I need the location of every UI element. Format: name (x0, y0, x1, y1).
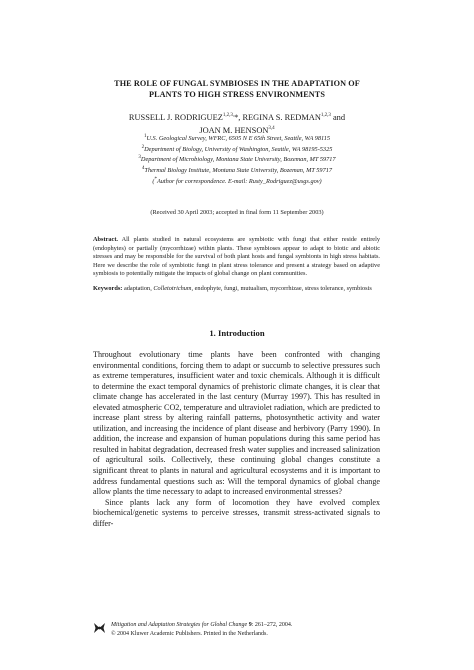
author-and: and (330, 112, 346, 122)
journal-pages: : 261–272, 2004. (251, 622, 293, 628)
affiliation-list (0, 133, 474, 186)
author-name: JOAN M. HENSON (199, 125, 269, 135)
keyword-italic: Colletotrichum (153, 285, 192, 292)
page-footer (93, 621, 393, 638)
keywords-label: Keywords: (93, 285, 123, 292)
journal-volume: 9 (248, 622, 252, 628)
title-line: PLANTS TO HIGH STRESS ENVIRONMENTS (149, 90, 325, 99)
affiliation-line: $^3$Department of Microbiology, Montana State University, Bozeman, MT 59717 (138, 155, 336, 164)
copyright-line: © 2004 Kluwer Academic Publishers. Printed in the Netherlands. (111, 630, 268, 637)
author-name: REGINA S. REDMAN (242, 112, 321, 122)
abstract (93, 236, 380, 279)
title-line: THE ROLE OF FUNGAL SYMBIOSES IN THE ADAPTATION OF (114, 79, 360, 88)
affiliation-line: $^4$Thermal Biology Institute, Montana State University, Bozeman, MT 59717 (141, 166, 333, 175)
author-separator: , (238, 112, 243, 122)
body-text (93, 350, 380, 529)
author-affil-ref: 1,2,3 (320, 113, 331, 118)
author-affil-ref: 1,2,3, (222, 113, 235, 118)
received-dates: (Received 30 April 2003; accepted in final form 11 September 2003) (150, 209, 324, 216)
author-name: RUSSELL J. RODRIGUEZ (128, 112, 223, 122)
paragraph: Throughout evolutionary time plants have been confronted with changing environmental conditions, forcing them to adapt or succumb to selective pressures such as extreme temperatures, insufficient water and toxic chemicals. Although it is difficult to determine the exact temporal dynamics of prehistoric climate changes, it is clear that climate change has accelerated in the last century (Murray 1997). This has resulted in elevated atmospheric CO2, temperature and ultraviolet radiation, which are predicted to increase plant stress by altering rainfall patterns, photosynthetic activity and water utilization, and increasing the incidence of plant disease and herbivory (Parry 1990). In addition, the increase and expansion of human populations during this same period has resulted in habitat degradation, decreased fresh water supplies and increased salinization of agricultural soils. Collectively, these continuing global changes constitute a significant threat to plants in natural and agricultural ecosystems and it is important to address fundamental questions such as: Will the temporal dynamics of global change allow plants the time necessary to adapt to increased environmental stresses? (93, 350, 380, 497)
correspondence-line: (*Author for correspondence. E-mail: Rusty_Rodriguez@usgs.gov) (152, 176, 322, 185)
keywords: Keywords: adaptation, Colletotrichum, endophyte, fungi, mutualism, mycorrhizae, stress tolerance, symbiosis (93, 285, 372, 292)
corresponding-mark: * (234, 112, 239, 122)
author-list (0, 110, 474, 136)
paper-title (0, 78, 474, 100)
journal-name: Mitigation and Adaptation Strategies for Global Change (111, 622, 248, 628)
publisher-logo-icon (93, 622, 106, 634)
affiliation-line: $^2$Department of Biology, University of Washington, Seattle, WA 98195-5325 (141, 144, 333, 153)
paragraph: Since plants lack any form of locomotion they have evolved complex biochemical/genetic systems to perceive stresses, transmit stress-activated signals to differ- (93, 497, 380, 528)
affiliation-line: $^1$U.S. Geological Survey, WFRC, 6505 N E 65th Street, Seattle, WA 98115 (143, 134, 331, 143)
author-affil-ref: 3,4 (268, 125, 275, 131)
abstract-label: Abstract. (93, 236, 119, 243)
abstract-text: All plants studied in natural ecosystems are symbiotic with fungi that either reside entirely (endophytes) or partially (mycorrhizae) within plants. These symbioses appear to adapt to biotic and abiotic stresses and may be responsible for the survival of both plant hosts and fungal symbionts in high stress habitats. Here we describe the role of symbiotic fungi in plant stress tolerance and present a strategy based on adaptive symbiosis to potentially mitigate the impacts of global change on plant communities. (93, 236, 380, 278)
section-heading: 1. Introduction (209, 328, 265, 338)
